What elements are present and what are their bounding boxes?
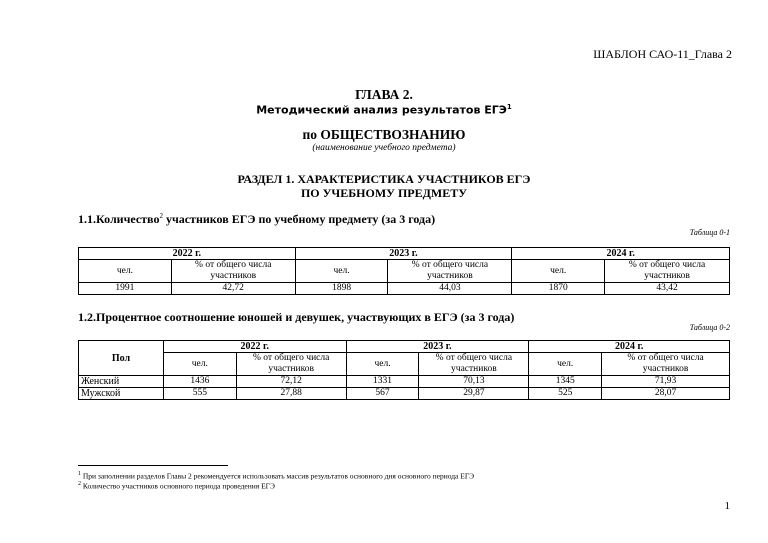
footnote-2 — [78, 481, 275, 491]
table-row — [79, 283, 730, 295]
row-label: Женский — [79, 376, 164, 388]
footnote-ref-1: 1 — [506, 103, 512, 111]
row-label: Мужской — [79, 388, 164, 400]
year-header: 2024 г. — [529, 341, 730, 353]
chapter-title: ГЛАВА 2. — [355, 87, 413, 102]
table-cell: 70,13 — [419, 376, 529, 388]
count-column-header: чел. — [295, 260, 388, 283]
count-column-header: чел. — [79, 260, 172, 283]
year-header: 2022 г. — [163, 341, 346, 353]
table-cell: 555 — [163, 388, 236, 400]
table-cell: 525 — [529, 388, 602, 400]
table-cell: 72,12 — [236, 376, 346, 388]
table-cell: 1331 — [346, 376, 419, 388]
table-cell: 567 — [346, 388, 419, 400]
section-1-1-heading-part2: участников ЕГЭ по учебному предмету (за 3 года) — [162, 212, 436, 226]
participants-count-table — [78, 247, 730, 295]
page-number: 1 — [724, 500, 730, 512]
section-1-1-heading-part1: 1.1.Количество — [78, 212, 160, 226]
table-cell: 42,72 — [171, 283, 295, 295]
section-title — [0, 172, 768, 200]
footnote-1-text: При заполнении разделов Главы 2 рекомендуется использовать массив результатов основного дня основного периода ЕГЭ — [81, 471, 475, 481]
count-column-header: чел. — [512, 260, 605, 283]
template-label: ШАБЛОН САО-11_Глава 2 — [593, 47, 732, 61]
table-row — [79, 388, 730, 400]
table-cell: 28,07 — [602, 388, 730, 400]
percent-column-header: % от общего числа участников — [171, 260, 295, 283]
gender-column-header: Пол — [79, 341, 164, 376]
table-cell: 44,03 — [388, 283, 512, 295]
year-header: 2023 г. — [346, 341, 529, 353]
percent-column-header: % от общего числа участников — [602, 353, 730, 376]
count-column-header: чел. — [529, 353, 602, 376]
table-1-label: Таблица 0-1 — [689, 228, 730, 237]
table-cell: 1436 — [163, 376, 236, 388]
year-header: 2024 г. — [512, 248, 730, 260]
footnote-1 — [78, 471, 474, 481]
table-cell: 1345 — [529, 376, 602, 388]
table-cell: 29,87 — [419, 388, 529, 400]
table-cell: 1898 — [295, 283, 388, 295]
percent-column-header: % от общего числа участников — [419, 353, 529, 376]
footnote-ref-2: 2 — [159, 212, 163, 220]
count-column-header: чел. — [163, 353, 236, 376]
table-cell: 1870 — [512, 283, 605, 295]
table-cell: 71,93 — [602, 376, 730, 388]
footnote-2-mark: 2 — [78, 481, 81, 487]
table-cell: 27,88 — [236, 388, 346, 400]
footnote-1-mark: 1 — [78, 471, 81, 477]
section-1-1-heading — [78, 212, 435, 227]
table-cell: 43,42 — [605, 283, 730, 295]
subject-title: по ОБЩЕСТВОЗНАНИЮ — [302, 127, 466, 142]
footnote-separator — [78, 465, 228, 466]
percent-column-header: % от общего числа участников — [236, 353, 346, 376]
chapter-subtitle-text: Методический анализ результатов ЕГЭ — [256, 103, 507, 117]
chapter-subtitle — [0, 103, 768, 117]
percent-column-header: % от общего числа участников — [388, 260, 512, 283]
count-column-header: чел. — [346, 353, 419, 376]
table-row — [79, 376, 730, 388]
section-title-line1: РАЗДЕЛ 1. ХАРАКТЕРИСТИКА УЧАСТНИКОВ ЕГЭ — [237, 172, 531, 186]
gender-ratio-table — [78, 340, 730, 400]
subject-note: (наименование учебного предмета) — [312, 143, 456, 153]
year-header: 2022 г. — [79, 248, 296, 260]
table-cell: 1991 — [79, 283, 172, 295]
percent-column-header: % от общего числа участников — [605, 260, 730, 283]
table-2-label: Таблица 0-2 — [689, 323, 730, 332]
year-header: 2023 г. — [295, 248, 512, 260]
footnote-2-text: Количество участников основного периода проведения ЕГЭ — [81, 481, 275, 491]
section-title-line2: ПО УЧЕБНОМУ ПРЕДМЕТУ — [300, 186, 468, 200]
section-1-2-heading: 1.2.Процентное соотношение юношей и девушек, участвующих в ЕГЭ (за 3 года) — [78, 310, 515, 324]
